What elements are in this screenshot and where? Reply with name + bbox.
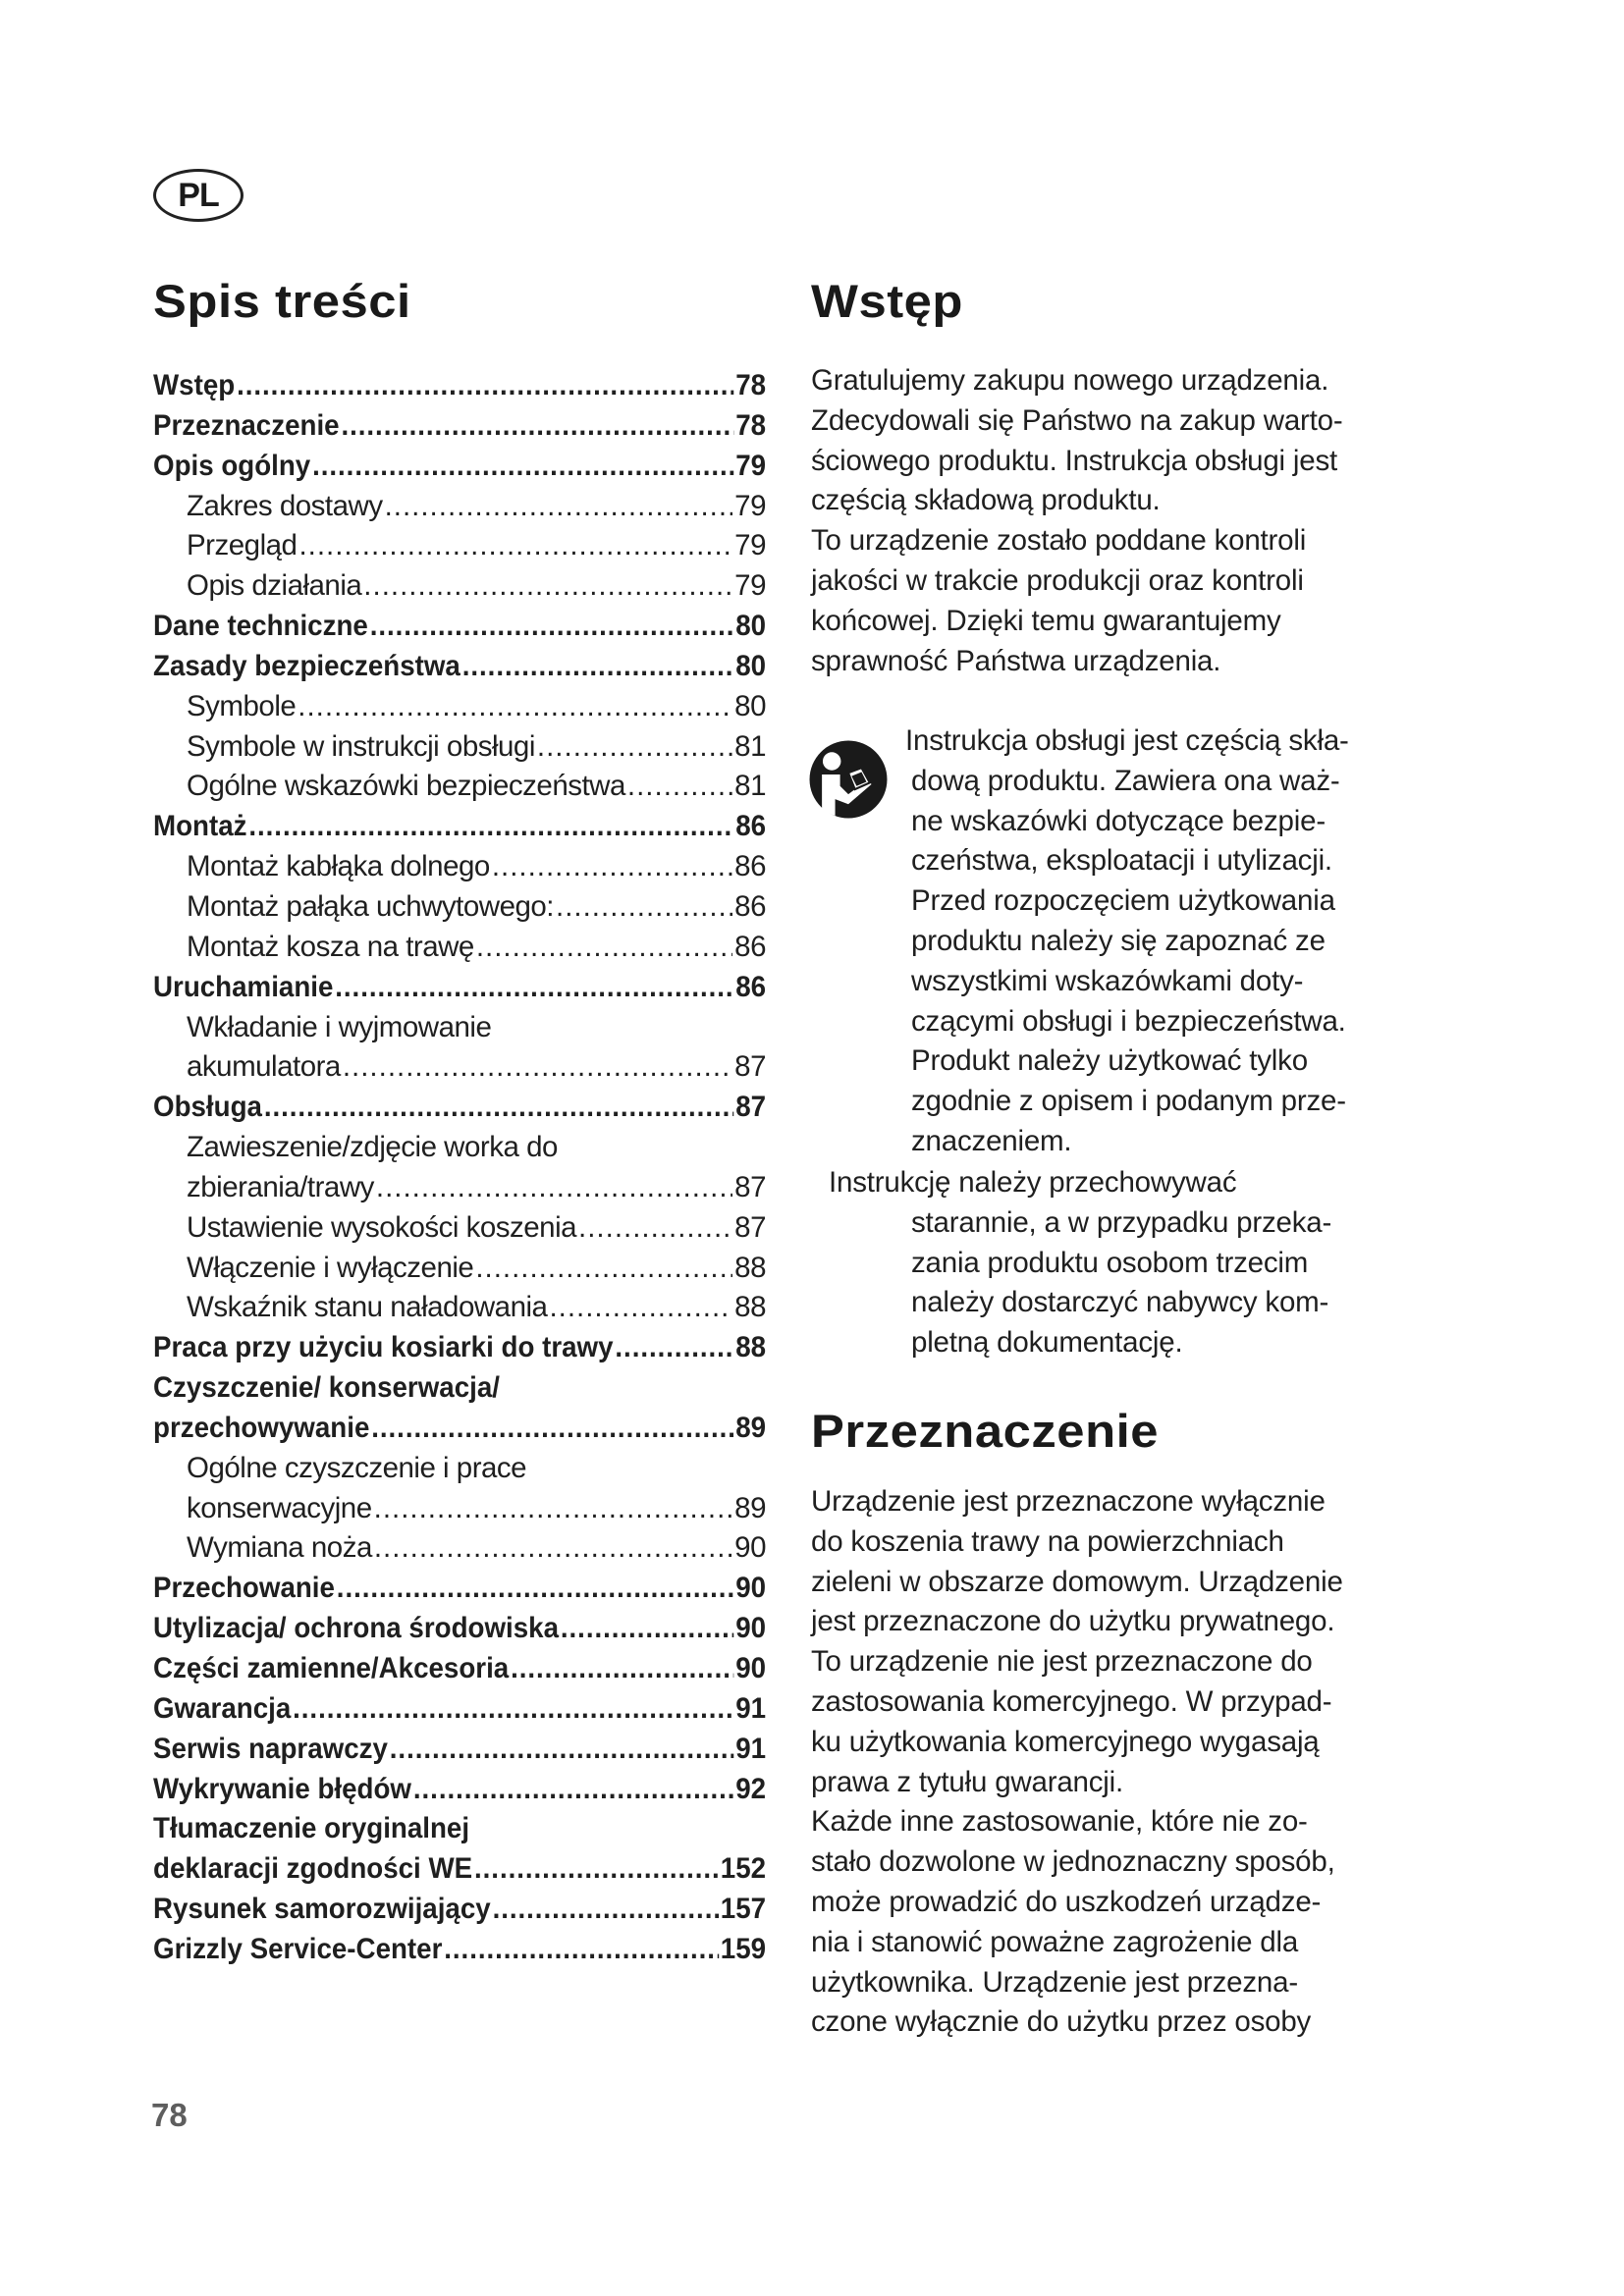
toc-entry-page: 87 [734, 1050, 766, 1084]
text-line: zastosowania komercyjnego. W przypad- [811, 1684, 1332, 1718]
toc-entry-page: 86 [734, 930, 766, 963]
toc-entry[interactable] [153, 607, 766, 647]
text-line: stało dozwolone w jednoznaczny sposób, [811, 1845, 1335, 1879]
toc-entry[interactable] [153, 1770, 766, 1810]
language-badge [153, 169, 244, 222]
toc-leader-dots [374, 1489, 733, 1529]
toc-leader-dots [343, 1047, 732, 1088]
toc-entry[interactable] [153, 1368, 766, 1409]
toc-entry[interactable] [153, 1008, 766, 1048]
toc-entry-label: Montaż pałąka uchwytowego: [187, 889, 555, 923]
toc-entry-label: Przegląd [187, 529, 298, 562]
toc-entry-page: 91 [735, 1732, 767, 1765]
toc-entry[interactable] [153, 1890, 766, 1930]
toc-entry-page: 89 [735, 1411, 767, 1444]
toc-entry[interactable] [153, 1689, 766, 1730]
toc-entry-label: Gwarancja [153, 1691, 292, 1725]
text-line: jakości w trakcie produkcji oraz kontroli [811, 563, 1304, 597]
toc-entry-label: Przechowanie [153, 1572, 335, 1605]
toc-entry-label: Rysunek samorozwijający [153, 1893, 491, 1926]
text-line: produktu należy się zapoznać ze [911, 924, 1326, 957]
text-line: zania produktu osobom trzecim [911, 1246, 1309, 1279]
toc-leader-dots [537, 727, 732, 768]
toc-entry-label: Wykrywanie błędów [153, 1772, 412, 1805]
text-line: czeństwa, eksploatacji i utylizacji. [911, 844, 1332, 878]
toc-entry-page: 79 [734, 569, 766, 603]
toc-entry[interactable] [153, 447, 766, 487]
text-line: Zdecydowali się Państwo na zakup warto- [811, 403, 1343, 437]
toc-leader-dots [248, 807, 733, 847]
toc-entry-label: Montaż [153, 810, 247, 843]
toc-entry[interactable] [153, 1288, 766, 1328]
toc-entry-page: 92 [735, 1772, 767, 1805]
toc-entry[interactable] [153, 807, 766, 847]
toc-leader-dots [298, 687, 732, 727]
toc-entry[interactable] [153, 1730, 766, 1770]
toc-leader-dots [264, 1088, 734, 1128]
toc-entry-label: konserwacyjne [187, 1491, 372, 1524]
toc-entry[interactable] [153, 406, 766, 447]
text-line: może prowadzić do uszkodzeń urządze- [811, 1885, 1322, 1918]
toc-entry-label: Montaż kabłąka dolnego [187, 850, 490, 883]
toc-entry-label: zbierania/trawy [187, 1170, 374, 1203]
toc-entry[interactable] [153, 526, 766, 566]
toc-leader-dots [462, 647, 734, 687]
toc-leader-dots [341, 406, 733, 447]
toc-entry[interactable] [153, 767, 766, 807]
toc-entry[interactable] [153, 1489, 766, 1529]
toc-entry[interactable] [153, 847, 766, 887]
text-line: częścią składową produktu. [811, 484, 1161, 517]
toc-leader-dots [492, 847, 732, 887]
toc-entry[interactable] [153, 727, 766, 768]
toc-title: Spis treści [153, 275, 411, 327]
toc-leader-dots [444, 1930, 719, 1970]
toc-entry-label: Wkładanie i wyjmowanie [187, 1010, 492, 1043]
toc-entry-page: 90 [735, 1572, 767, 1605]
text-line: zieleni w obszarze domowym. Urządzenie [811, 1565, 1343, 1598]
toc-entry-label: Wymiana noża [187, 1531, 372, 1565]
toc-leader-dots [376, 1168, 732, 1208]
toc-leader-dots [370, 607, 734, 647]
toc-entry-page: 86 [735, 810, 767, 843]
purpose-paragraph [811, 1482, 1343, 2043]
text-line: Urządzenie jest przeznaczone wyłącznie [811, 1485, 1326, 1518]
toc-leader-dots [475, 1249, 732, 1289]
toc-entry-page: 86 [735, 970, 767, 1003]
toc-entry[interactable] [153, 487, 766, 527]
toc-entry-label: Zasady bezpieczeństwa [153, 649, 460, 682]
toc-entry-label: Włączenie i wyłączenie [187, 1251, 474, 1284]
toc-entry[interactable] [153, 1047, 766, 1088]
toc-leader-dots [390, 1730, 734, 1770]
toc-entry-page: 78 [735, 369, 767, 401]
toc-entry[interactable] [153, 1249, 766, 1289]
toc-entry-label: Tłumaczenie oryginalnej [153, 1812, 470, 1845]
page-number: 78 [151, 2097, 188, 2133]
toc-entry-page: 78 [735, 408, 767, 442]
toc-entry-page: 89 [734, 1491, 766, 1524]
toc-entry[interactable] [153, 1208, 766, 1249]
toc-entry-page: 152 [720, 1852, 767, 1886]
toc-entry-label: Symbole [187, 689, 297, 722]
intro-heading: Wstęp [811, 275, 963, 327]
toc-leader-dots [413, 1770, 733, 1810]
toc-entry-label: Wskaźnik stanu naładowania [187, 1291, 548, 1324]
toc-leader-dots [337, 1569, 734, 1609]
intro-paragraph [811, 361, 1343, 681]
table-of-contents [153, 366, 766, 1970]
toc-entry-label: Wstęp [153, 369, 236, 401]
toc-entry-page: 90 [735, 1612, 767, 1645]
text-line: Instrukcję należy przechowywać [829, 1166, 1237, 1199]
toc-entry-page: 79 [734, 489, 766, 522]
toc-entry-label: Uruchamianie [153, 970, 334, 1003]
toc-entry-label: Zawieszenie/zdjęcie worka do [187, 1131, 558, 1164]
toc-entry-label: Ogólne czyszczenie i prace [187, 1451, 527, 1484]
toc-entry-page: 79 [735, 449, 767, 482]
toc-entry-page: 90 [734, 1531, 766, 1565]
toc-entry-page: 80 [734, 689, 766, 722]
toc-entry[interactable] [153, 647, 766, 687]
toc-leader-dots [385, 487, 733, 527]
text-line: do koszenia trawy na powierzchniach [811, 1524, 1284, 1558]
toc-leader-dots [549, 1288, 732, 1328]
toc-entry[interactable] [153, 1809, 766, 1849]
text-line: czone wyłącznie do użytku przez osoby [811, 2005, 1312, 2039]
toc-entry[interactable] [153, 1569, 766, 1609]
text-line: Produkt należy użytkować tylko [911, 1044, 1308, 1078]
toc-entry[interactable] [153, 1409, 766, 1449]
toc-entry-page: 86 [734, 889, 766, 923]
text-line: wszystkimi wskazówkami doty- [911, 964, 1304, 997]
toc-leader-dots [312, 447, 733, 487]
toc-entry[interactable] [153, 1328, 766, 1368]
text-line: starannie, a w przypadku przeka- [911, 1205, 1332, 1239]
text-line: ściowego produktu. Instrukcja obsługi jest [811, 444, 1337, 477]
toc-entry[interactable] [153, 887, 766, 928]
toc-entry-page: 87 [735, 1091, 767, 1124]
toc-entry-page: 79 [734, 529, 766, 562]
toc-entry-label: Utylizacja/ ochrona środowiska [153, 1612, 560, 1645]
toc-entry[interactable] [153, 1649, 766, 1689]
text-line: To urządzenie zostało poddane kontroli [811, 524, 1307, 558]
toc-entry-page: 80 [735, 649, 767, 682]
toc-entry-label: Dane techniczne [153, 610, 368, 643]
toc-leader-dots [474, 1849, 719, 1890]
toc-entry[interactable] [153, 1930, 766, 1970]
toc-leader-dots [374, 1528, 732, 1569]
toc-leader-dots [371, 1409, 733, 1449]
purpose-heading: Przeznaczenie [811, 1405, 1160, 1457]
toc-leader-dots [578, 1208, 732, 1249]
text-line: dową produktu. Zawiera ona waż- [911, 764, 1340, 797]
toc-entry-page: 81 [734, 729, 766, 763]
text-line: ku użytkowania komercyjnego wygasają [811, 1725, 1320, 1758]
toc-entry[interactable] [153, 366, 766, 406]
toc-entry-label: Części zamienne/Akcesoria [153, 1652, 510, 1684]
toc-entry-label: Ogólne wskazówki bezpieczeństwa [187, 770, 625, 803]
language-code: PL [178, 176, 219, 214]
toc-entry[interactable] [153, 928, 766, 968]
text-line: użytkownika. Urządzenie jest przezna- [811, 1965, 1298, 1999]
toc-entry-page: 88 [734, 1291, 766, 1324]
toc-entry-page: 80 [735, 610, 767, 643]
toc-entry[interactable] [153, 1088, 766, 1128]
toc-leader-dots [237, 366, 733, 406]
toc-leader-dots [476, 928, 732, 968]
toc-entry[interactable] [153, 687, 766, 727]
toc-entry-label: Czyszczenie/ konserwacja/ [153, 1371, 500, 1405]
text-line: Przed rozpoczęciem użytkowania [911, 884, 1335, 918]
toc-entry-page: 87 [734, 1210, 766, 1244]
read-manual-icon [807, 738, 890, 821]
toc-entry-page: 87 [734, 1170, 766, 1203]
toc-entry[interactable] [153, 1849, 766, 1890]
toc-leader-dots [493, 1890, 719, 1930]
toc-entry[interactable] [153, 1449, 766, 1489]
toc-leader-dots [298, 526, 732, 566]
toc-entry-label: Opis działania [187, 569, 362, 603]
toc-entry-label: Grizzly Service-Center [153, 1932, 443, 1965]
toc-entry-page: 157 [720, 1893, 767, 1926]
toc-entry-label: Opis ogólny [153, 449, 311, 482]
text-line: prawa z tytułu gwarancji. [811, 1765, 1124, 1798]
text-line: Instrukcja obsługi jest częścią skła- [905, 724, 1349, 757]
manual-note [905, 721, 1349, 1162]
toc-entry-page: 81 [734, 770, 766, 803]
toc-entry-label: Obsługa [153, 1091, 262, 1124]
toc-entry-label: Serwis naprawczy [153, 1732, 388, 1765]
toc-leader-dots [293, 1689, 733, 1730]
toc-entry-page: 88 [735, 1331, 767, 1364]
text-line: końcowej. Dzięki temu gwarantujemy [811, 604, 1281, 637]
toc-leader-dots [511, 1649, 733, 1689]
toc-entry[interactable] [153, 1128, 766, 1168]
text-line: To urządzenie nie jest przeznaczone do [811, 1645, 1313, 1679]
text-line: należy dostarczyć nabywcy kom- [911, 1286, 1329, 1319]
toc-entry-page: 90 [735, 1652, 767, 1684]
toc-entry-label: Montaż kosza na trawę [187, 930, 474, 963]
text-line: nia i stanowić poważne zagrożenie dla [811, 1925, 1299, 1958]
text-line: znaczeniem. [911, 1124, 1072, 1157]
toc-entry-page: 91 [735, 1691, 767, 1725]
toc-entry[interactable] [153, 566, 766, 607]
toc-entry-label: Ustawienie wysokości koszenia [187, 1210, 577, 1244]
toc-entry-label: Zakres dostawy [187, 489, 383, 522]
toc-entry-label: przechowywanie [153, 1411, 370, 1444]
toc-leader-dots [615, 1328, 733, 1368]
toc-leader-dots [335, 968, 733, 1008]
toc-entry[interactable] [153, 968, 766, 1008]
text-line: ne wskazówki dotyczące bezpie- [911, 804, 1326, 837]
text-line: sprawność Państwa urządzenia. [811, 644, 1221, 677]
toc-entry-label: Praca przy użyciu kosiarki do trawy [153, 1331, 614, 1364]
text-line: pletną dokumentację. [911, 1326, 1183, 1360]
text-line: zgodnie z opisem i podanym prze- [911, 1085, 1346, 1118]
toc-entry-label: Symbole w instrukcji obsługi [187, 729, 535, 763]
toc-leader-dots [556, 887, 732, 928]
text-line: czącymi obsługi i bezpieczeństwa. [911, 1004, 1346, 1038]
manual-storage-note [829, 1163, 1332, 1363]
toc-entry-label: akumulatora [187, 1050, 341, 1084]
toc-entry[interactable] [153, 1168, 766, 1208]
toc-leader-dots [363, 566, 732, 607]
toc-entry-label: deklaracji zgodności WE [153, 1852, 473, 1886]
text-line: Każde inne zastosowanie, które nie zo- [811, 1805, 1308, 1839]
toc-entry-page: 86 [734, 850, 766, 883]
toc-entry[interactable] [153, 1528, 766, 1569]
toc-entry[interactable] [153, 1609, 766, 1649]
text-line: Gratulujemy zakupu nowego urządzenia. [811, 364, 1329, 397]
toc-leader-dots [627, 767, 732, 807]
text-line: jest przeznaczone do użytku prywatnego. [811, 1605, 1335, 1638]
toc-entry-page: 159 [720, 1932, 767, 1965]
toc-leader-dots [561, 1609, 733, 1649]
toc-entry-page: 88 [734, 1251, 766, 1284]
toc-entry-label: Przeznaczenie [153, 408, 340, 442]
